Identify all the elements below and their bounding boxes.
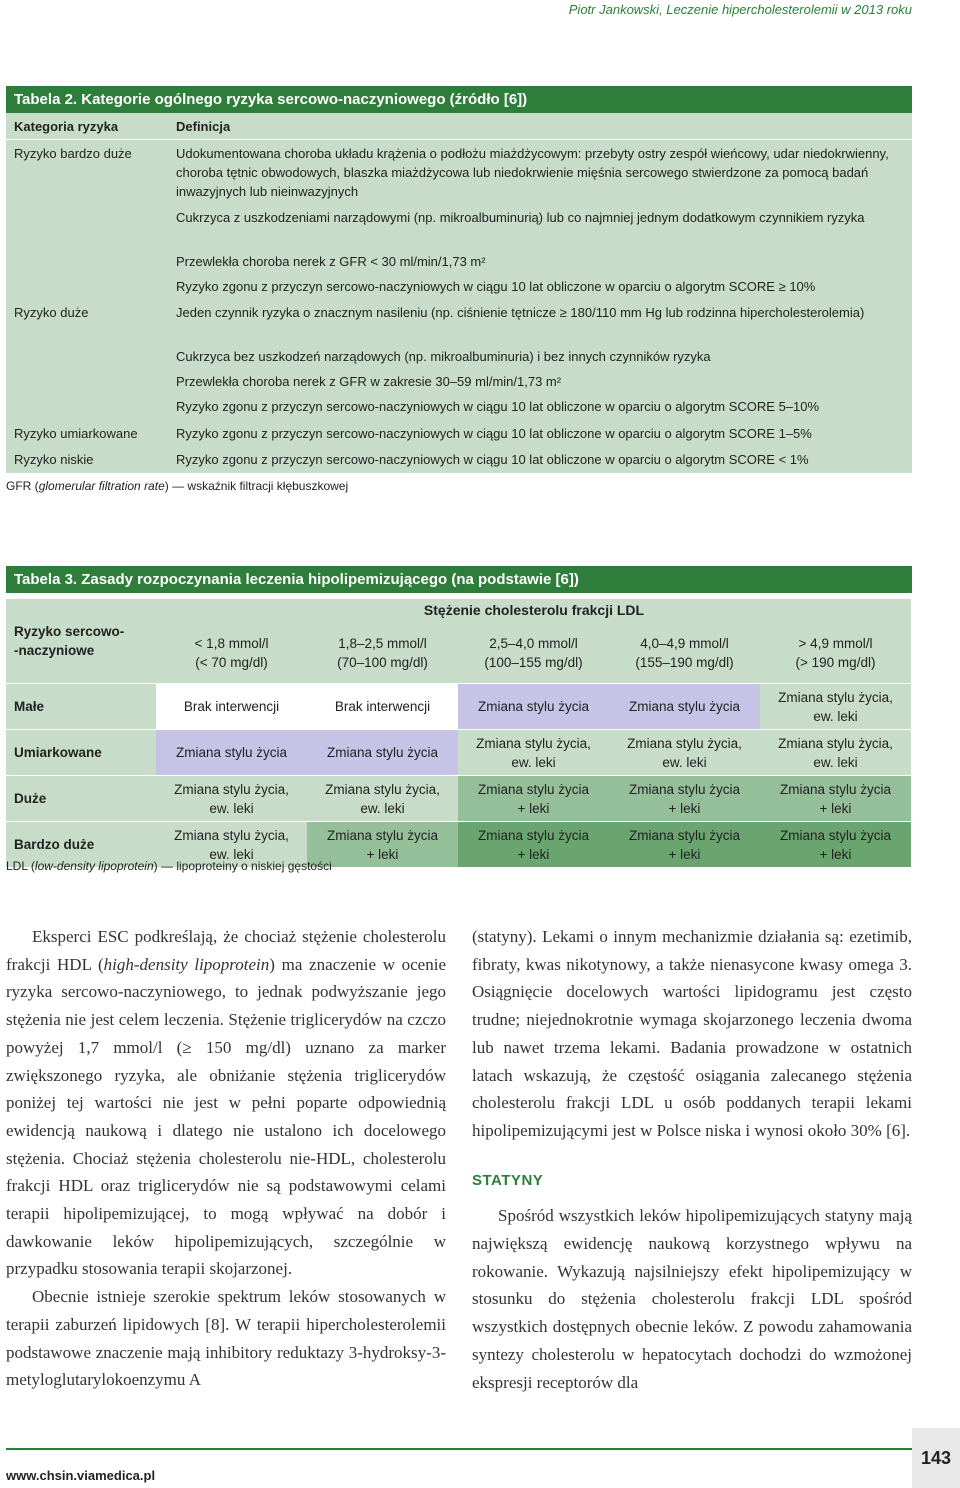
column-mmol: 2,5–4,0 mmol/l — [489, 636, 578, 651]
article-paragraph — [6, 923, 446, 1283]
footer-url[interactable]: www.chsin.viamedica.pl — [6, 1468, 156, 1483]
table3-cell: Zmiana stylu życia, ew. leki — [760, 684, 911, 729]
column-mmol: 4,0–4,9 mmol/l — [640, 636, 729, 651]
column-mmol: 1,8–2,5 mmol/l — [338, 636, 427, 651]
italic-term: high-density lipoprotein — [103, 954, 270, 974]
page-number: 143 — [912, 1428, 960, 1488]
column-mgdl: (70–100 mg/dl) — [337, 655, 428, 670]
table3-cell: Zmiana stylu życia, ew. leki — [760, 730, 911, 775]
table2-title: Tabela 2. Kategorie ogólnego ryzyka sercowo-naczyniowego (źródło [6]) — [6, 86, 912, 113]
table3-cell: Zmiana stylu życia, ew. leki — [156, 822, 307, 867]
running-head: Piotr Jankowski, Leczenie hipercholesterolemii w 2013 roku — [568, 2, 912, 17]
table3-cell: Brak interwencji — [156, 684, 307, 729]
table3-grid — [6, 599, 912, 862]
table2-header-definition: Definicja — [176, 119, 231, 134]
column-mgdl: (100–155 mg/dl) — [484, 655, 583, 670]
table2-footnote: GFR (glomerular filtration rate) — wskaźnik filtracji kłębuszkowej — [6, 479, 349, 493]
article-paragraph: Obecnie istnieje szerokie spektrum leków stosowanych w terapii zaburzeń lipidowych [8]. W terapii hipercholesterolemii podstawowe znaczenie mają inhibitory reduktazy 3-hydroksy-3-metyloglutarylokoenzymu A — [6, 1287, 446, 1390]
table2-definition: Przewlekła choroba nerek z GFR < 30 ml/min/1,73 m² — [176, 254, 486, 269]
table2-category-low: Ryzyko niskie — [14, 452, 94, 467]
article-paragraph: (statyny). Lekami o innym mechanizmie działania są: ezetimib, fibraty, kwas nikotynowy, a także nienasycone kwasy omega 3. Osiągnięcie docelowych wartości lipidogramu jest często trudne; niejednokrotnie wymaga skojarzonego leczenia dwoma lub nawet trzema lekami. Badania prowadzone w ostatnich latach wskazują, że częstość osiągania zalecanego stężenia cholesterolu frakcji LDL u osób poddanych terapii lekami hipolipemizującymi jest w Polsce niska i wynosi około 30% [6]. — [472, 927, 912, 1140]
text-span: Eksperci ESC podkreślają, że chociaż stężenie cholesterolu frakcji HDL ( — [6, 927, 446, 974]
article-right-column — [472, 923, 912, 1396]
table3-cell: Zmiana stylu życia — [307, 730, 458, 775]
table3-cell: Zmiana stylu życia + leki — [458, 822, 609, 867]
footnote-abbr: GFR — [6, 479, 32, 493]
table3-cell: Zmiana stylu życia + leki — [458, 776, 609, 821]
table3-corner-label: Ryzyko sercowo- -naczyniowe — [6, 599, 156, 683]
table3-row-label: Bardzo duże — [6, 822, 156, 867]
table2-definition: Ryzyko zgonu z przyczyn sercowo-naczyniowych w ciągu 10 lat obliczone w oparciu o algorytm SCORE < 1% — [176, 452, 809, 467]
table3-footnote: LDL (low-density lipoprotein) — lipoproteiny o niskiej gęstości — [6, 859, 332, 873]
column-mgdl: (155–190 mg/dl) — [635, 655, 734, 670]
table2-definition: Cukrzyca bez uszkodzeń narządowych (np. mikroalbuminuria) i bez innych czynników ryzyka — [176, 349, 711, 364]
table3-cell: Zmiana stylu życia, ew. leki — [307, 776, 458, 821]
table2-definition: Jeden czynnik ryzyka o znacznym nasileniu (np. ciśnienie tętnicze ≥ 180/110 mm Hg lub rodzinna hipercholesterolemia) — [176, 305, 865, 320]
table3-cell: Brak interwencji — [307, 684, 458, 729]
table3-cell: Zmiana stylu życia — [156, 730, 307, 775]
table2-header-category: Kategoria ryzyka — [14, 119, 119, 134]
table3-cell: Zmiana stylu życia + leki — [760, 822, 911, 867]
table3-cell: Zmiana stylu życia — [458, 684, 609, 729]
table3-cell: Zmiana stylu życia + leki — [609, 822, 760, 867]
table2-definition: Ryzyko zgonu z przyczyn sercowo-naczyniowych w ciągu 10 lat obliczone w oparciu o algorytm SCORE 1–5% — [176, 426, 812, 441]
table3-row-label: Umiarkowane — [6, 730, 156, 775]
table3-row-label: Małe — [6, 684, 156, 729]
article-paragraph: Spośród wszystkich leków hipolipemizujących statyny mają największą ewidencję naukową korzystnego wpływu na rokowanie. Wykazują najsilniejszy efekt hipolipemizujący w stosunku do stężenia cholesterolu frakcji LDL spośród wszystkich dostępnych obecnie leków. Z powodu zahamowania syntezy cholesterolu w hepatocytach dochodzi do wzmożonej ekspresji receptorów dla — [472, 1206, 912, 1392]
table3-title: Tabela 3. Zasady rozpoczynania leczenia hipolipemizującego (na podstawie [6]) — [6, 566, 912, 593]
table2-category-very-high: Ryzyko bardzo duże — [14, 146, 132, 161]
column-mgdl: (< 70 mg/dl) — [195, 655, 268, 670]
table3-cell: Zmiana stylu życia — [609, 684, 760, 729]
table3-cell: Zmiana stylu życia, ew. leki — [609, 730, 760, 775]
footnote-definition: — wskaźnik filtracji kłębuszkowej — [172, 479, 349, 493]
table2-category-moderate: Ryzyko umiarkowane — [14, 426, 138, 441]
table3-cell: Zmiana stylu życia + leki — [760, 776, 911, 821]
text-span: ) ma znaczenie w ocenie ryzyka sercowo-naczyniowego, to jednak podwyższanie jego stężenia nie jest celem leczenia. Stężenie triglicerydów na czczo powyżej 1,7 mmol/l (≥ 150 mg/dl) uznano za marker zwiększonego ryzyka, ale obniżanie stężenia triglicerydów poniżej tej wartości nie jest w pełni poparte odpowiednią ewidencją naukową i dlatego nie ustalono ich docelowego stężenia. Chociaż stężenia cholesterolu nie-HDL, cholesterolu frakcji HDL oraz triglicerydów nie są podstawowymi celami terapii hipolipemizującej, to mogą wpływać na dobór i dawkowanie leków hipolipemizujących, szczególnie w przypadku stosowania terapii skojarzonej. — [6, 954, 446, 1279]
article-left-column — [6, 923, 446, 1394]
column-mgdl: (> 190 mg/dl) — [795, 655, 876, 670]
table2-definition: Udokumentowana choroba układu krążenia o podłożu miażdżycowym: przebyty ostry zespół wieńcowy, udar niedokrwienny, choroba tętnic obwodowych, blaszka miażdżycowa lub niedokrwienie mięśnia sercowego stwierdzone za pomocą badań inwazyjnych lub nieinwazyjnych — [176, 146, 889, 199]
column-mmol: < 1,8 mmol/l — [194, 636, 269, 651]
table3-cell: Zmiana stylu życia, ew. leki — [458, 730, 609, 775]
table3-cell: Zmiana stylu życia, ew. leki — [156, 776, 307, 821]
table3-row-label: Duże — [6, 776, 156, 821]
table2-definition: Ryzyko zgonu z przyczyn sercowo-naczyniowych w ciągu 10 lat obliczone w oparciu o algorytm SCORE 5–10% — [176, 399, 820, 414]
table2-category-high: Ryzyko duże — [14, 305, 89, 320]
table3-group-header: Stężenie cholesterolu frakcji LDL — [423, 602, 645, 618]
footnote-definition: — lipoproteiny o niskiej gęstości — [161, 859, 332, 873]
table3-cell: Zmiana stylu życia + leki — [609, 776, 760, 821]
table2-definition: Ryzyko zgonu z przyczyn sercowo-naczyniowych w ciągu 10 lat obliczone w oparciu o algorytm SCORE ≥ 10% — [176, 279, 816, 294]
footnote-abbr: LDL — [6, 859, 28, 873]
footer-rule — [6, 1448, 912, 1450]
table3-cell: Zmiana stylu życia + leki — [307, 822, 458, 867]
table2-definition: Cukrzyca z uszkodzeniami narządowymi (np. mikroalbuminurią) lub co najmniej jednym dodatkowym czynnikiem ryzyka — [176, 210, 865, 225]
footnote-term: glomerular filtration rate — [38, 479, 165, 493]
section-heading: STATYNY — [472, 1171, 544, 1189]
footnote-term: low-density lipoprotein — [34, 859, 154, 873]
column-mmol: > 4,9 mmol/l — [798, 636, 873, 651]
table2-definition: Przewlekła choroba nerek z GFR w zakresie 30–59 ml/min/1,73 m² — [176, 374, 562, 389]
